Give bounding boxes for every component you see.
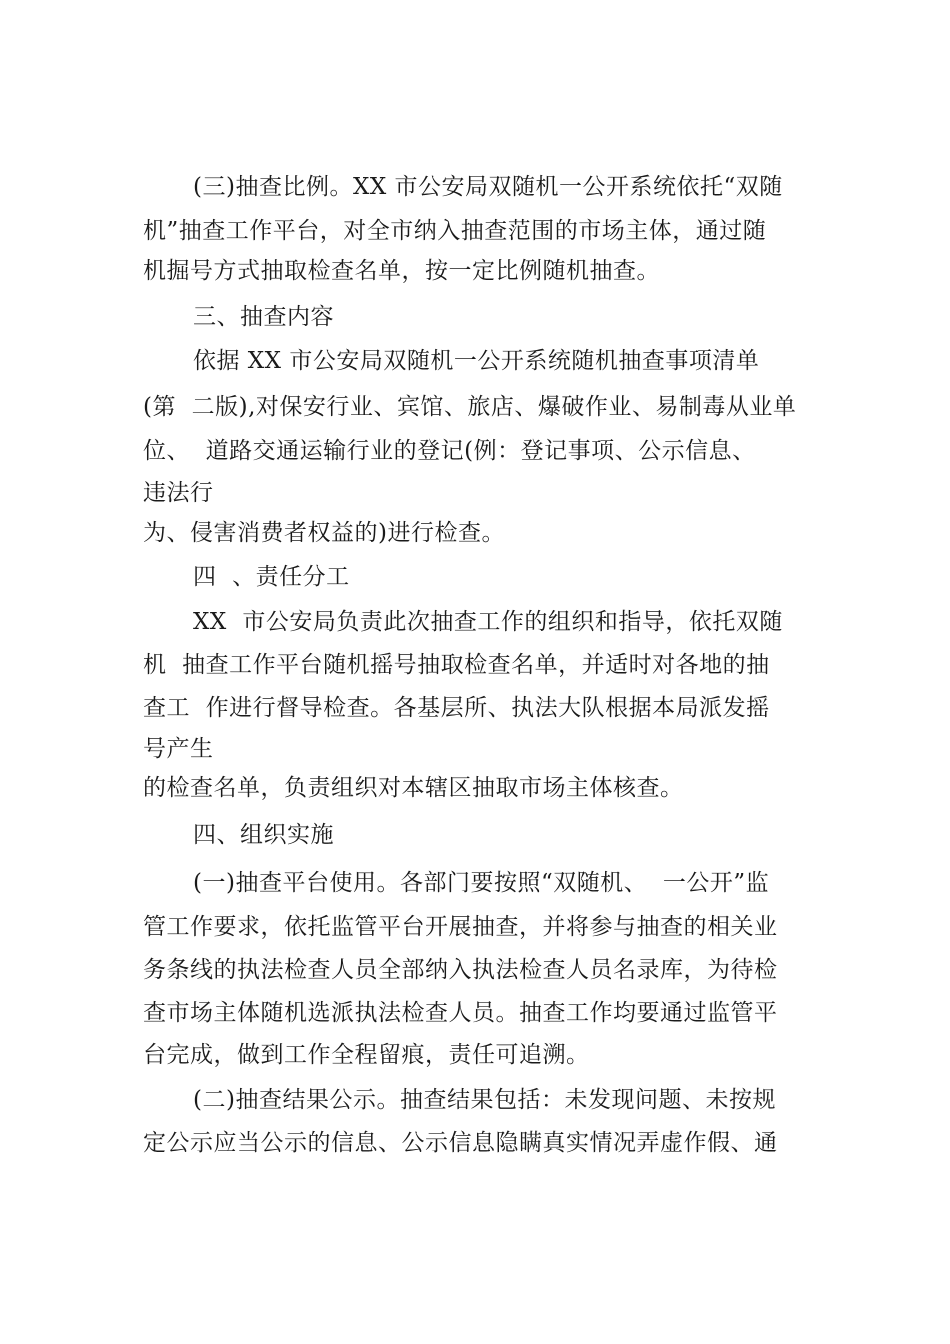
paragraph-line: 的检查名单，负责组织对本辖区抽取市场主体核查。 bbox=[143, 775, 684, 801]
paragraph-line: (二)抽查结果公示。抽查结果包括：未发现问题、未按规 bbox=[193, 1087, 776, 1113]
paragraph-line: XX 市公安局负责此次抽查工作的组织和指导，依托双随 bbox=[193, 609, 783, 635]
paragraph-line: 为、侵害消费者权益的)进行检查。 bbox=[143, 520, 505, 546]
paragraph-line: (三)抽查比例。XX 市公安局双随机一公开系统依托“双随 bbox=[193, 174, 783, 200]
section-heading: 四 、责任分工 bbox=[193, 564, 350, 590]
paragraph-line: (一)抽查平台使用。各部门要按照“双随机、 一公开”监 bbox=[193, 870, 770, 896]
paragraph-line: 管工作要求，依托监管平台开展抽查，并将参与抽查的相关业 bbox=[143, 914, 778, 940]
paragraph-line: 定公示应当公示的信息、公示信息隐瞒真实情况弄虚作假、通 bbox=[143, 1130, 778, 1156]
paragraph-line: 依据 XX 市公安局双随机一公开系统随机抽查事项清单 bbox=[193, 348, 760, 374]
paragraph-line: 机掘号方式抽取检查名单，按一定比例随机抽查。 bbox=[143, 258, 660, 284]
paragraph-line: 机”抽查工作平台，对全市纳入抽查范围的市场主体，通过随 bbox=[143, 218, 767, 244]
paragraph-line: 查工 作进行督导检查。各基层所、执法大队根据本局派发摇 bbox=[143, 695, 770, 721]
paragraph-line: 务条线的执法检查人员全部纳入执法检查人员名录库，为待检 bbox=[143, 957, 778, 983]
section-heading: 三、抽查内容 bbox=[193, 304, 334, 330]
paragraph-line: 位、 道路交通运输行业的登记(例：登记事项、公示信息、 bbox=[143, 438, 756, 464]
paragraph-line: 违法行 bbox=[143, 480, 214, 506]
section-heading: 四、组织实施 bbox=[193, 822, 334, 848]
paragraph-line: 机 抽查工作平台随机摇号抽取检查名单，并适时对各地的抽 bbox=[143, 652, 770, 678]
paragraph-line: 台完成，做到工作全程留痕，责任可追溯。 bbox=[143, 1042, 590, 1068]
paragraph-line: 查市场主体随机选派执法检查人员。抽查工作均要通过监管平 bbox=[143, 1000, 778, 1026]
paragraph-line: (第 二版),对保安行业、宾馆、旅店、爆破作业、易制毒从业单 bbox=[143, 394, 797, 420]
paragraph-line: 号产生 bbox=[143, 736, 214, 762]
